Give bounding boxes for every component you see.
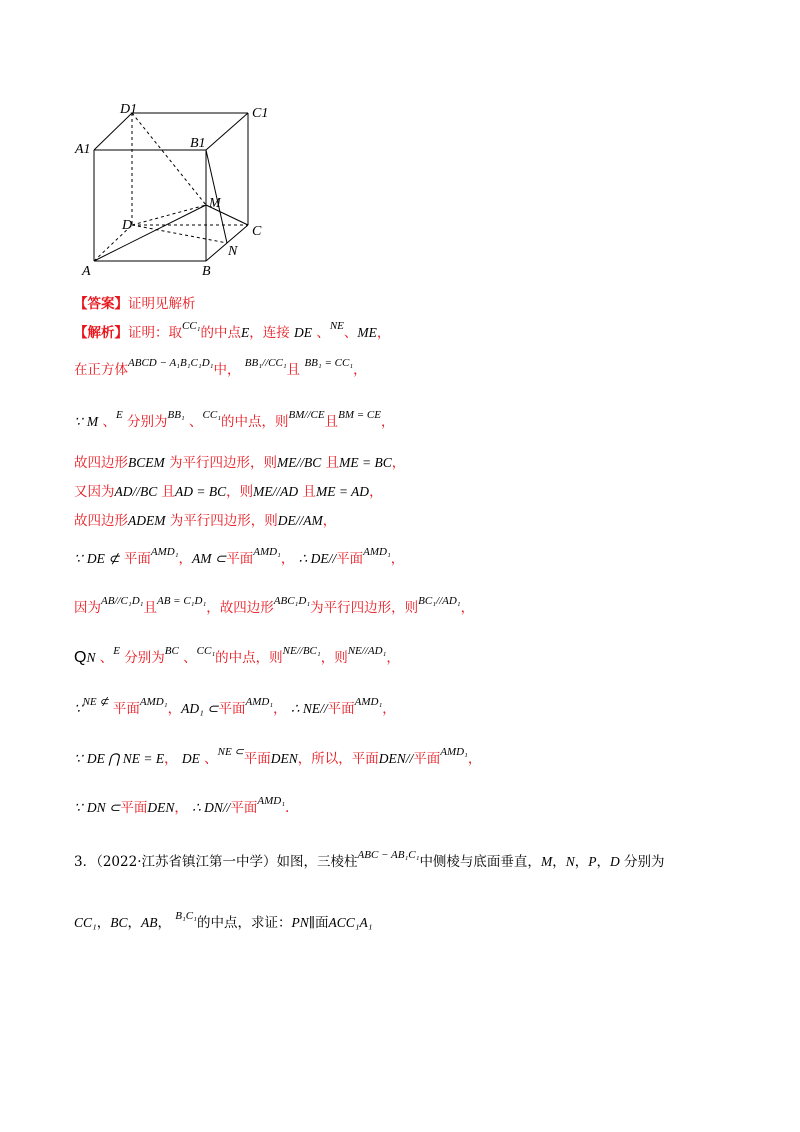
math: ME//AD — [253, 484, 299, 499]
text: 平面 — [336, 551, 364, 567]
answer-line — [74, 294, 196, 314]
math: BM//CE — [288, 409, 325, 421]
text: ， — [369, 484, 383, 500]
text: 且 — [325, 455, 340, 471]
text: ， — [380, 414, 395, 430]
text: 又因为 — [74, 484, 115, 500]
math: ME = BC — [339, 455, 392, 470]
segment-AM — [94, 205, 206, 261]
math: ∵ — [74, 701, 83, 716]
text: 、 — [183, 650, 197, 666]
analysis-line-8 — [74, 595, 475, 619]
math: ME//BC — [277, 455, 322, 470]
math: DE — [294, 325, 313, 340]
edge-B1C1 — [206, 113, 248, 150]
text: ， — [167, 701, 182, 717]
math: NE ⊄ — [82, 696, 109, 708]
label-D: D — [122, 218, 133, 233]
text: 、 — [189, 414, 203, 430]
math: NE — [329, 320, 344, 332]
math: CC₁ — [196, 645, 216, 657]
math: BC — [164, 645, 179, 657]
text: ， — [178, 551, 193, 567]
question-3-line-1 — [74, 849, 665, 873]
text: . — [285, 800, 290, 816]
analysis-line-6 — [74, 511, 336, 531]
math: BM = CE — [338, 409, 381, 421]
text: 平面 — [123, 551, 151, 567]
analysis-tag: 【解析】 — [74, 325, 128, 341]
text: ，故四边形 — [206, 600, 274, 616]
label-C1: C1 — [252, 106, 269, 121]
analysis-line-3 — [74, 409, 395, 433]
text: 平面 — [327, 701, 355, 717]
text: 、 — [99, 650, 114, 666]
text: ， — [322, 513, 337, 529]
text: 中， — [213, 362, 241, 378]
math: AMD₁ — [253, 546, 281, 558]
text: 为平行四边形，则 — [310, 600, 419, 616]
math: ME — [357, 325, 377, 340]
math: N — [565, 854, 575, 869]
math: NE//BC₁ — [282, 645, 321, 657]
text: 、 — [204, 751, 218, 767]
label-B1: B1 — [190, 136, 206, 151]
cube-figure — [70, 95, 280, 285]
text: ，则 — [226, 484, 254, 500]
text: 分别为 — [124, 650, 165, 666]
text: 分别为 — [624, 854, 665, 870]
text: ， — [96, 915, 111, 931]
math: AB = C₁D₁ — [156, 595, 207, 607]
math: NE//AD₁ — [347, 645, 387, 657]
math: ∴ DN// — [192, 800, 231, 815]
math: DEN// — [378, 751, 414, 766]
analysis-line-10 — [74, 696, 396, 720]
math: ∵ — [74, 800, 83, 815]
text: ， — [467, 751, 482, 767]
math: BB₁ = CC₁ — [304, 357, 354, 369]
math: CC₁ — [202, 409, 222, 421]
math: NE ⊂ — [217, 746, 244, 758]
math: AMD₁ — [245, 696, 274, 708]
math: DN ⊂ — [86, 800, 121, 815]
analysis-line-1 — [74, 320, 391, 344]
text: ， — [280, 551, 295, 567]
text: 且 — [143, 600, 157, 616]
text: 且 — [302, 484, 316, 500]
text: 的中点 — [200, 325, 241, 341]
analysis-line-5 — [74, 482, 383, 502]
text: ， — [460, 600, 475, 616]
math: AM ⊂ — [192, 551, 227, 566]
text: 的中点，则 — [221, 414, 289, 430]
text: 、 — [102, 414, 116, 430]
answer-text: 证明见解析 — [128, 296, 196, 312]
math: AMD₁ — [257, 795, 286, 807]
math: B₁C₁ — [175, 910, 197, 922]
math: ADEM — [128, 513, 166, 528]
text: ∥面 — [308, 915, 329, 931]
math: ∴ NE// — [290, 701, 328, 716]
math: DE ⊄ — [86, 551, 120, 566]
segment-D1M — [132, 113, 206, 205]
math: D — [609, 854, 620, 869]
label-C: C — [252, 224, 262, 239]
text: ， — [386, 650, 400, 666]
text: ， — [273, 701, 287, 717]
math: ∵ — [74, 551, 83, 566]
text: 的中点，求证： — [196, 915, 292, 931]
text: ， — [390, 551, 405, 567]
math: AMD₁ — [150, 546, 179, 558]
math: ABC₁D₁ — [273, 595, 311, 607]
math: BC₁//AD₁ — [418, 595, 461, 607]
text: ，所以，平面 — [297, 751, 379, 767]
math: ABCD − A₁B₁C₁D₁ — [128, 357, 214, 369]
segment-DM — [132, 205, 206, 225]
text: 3．（2022·江苏省镇江第一中学）如图，三棱柱 — [74, 854, 358, 870]
math: BB₁ — [167, 409, 185, 421]
math: E — [113, 645, 120, 657]
text: 平面 — [218, 701, 246, 717]
text: 且 — [286, 362, 301, 378]
text: ， — [157, 915, 171, 931]
math: CC₁ — [182, 320, 201, 332]
math: E — [241, 325, 250, 340]
math: BCEM — [128, 455, 165, 470]
text: 平面 — [226, 551, 254, 567]
math: E — [115, 409, 123, 421]
math: AD₁ ⊂ — [181, 701, 219, 716]
analysis-line-2 — [74, 357, 367, 381]
analysis-line-12 — [74, 795, 290, 819]
math: DEN — [270, 751, 298, 766]
analysis-line-4 — [74, 453, 405, 473]
text: 证明：取 — [128, 325, 182, 341]
math: ∴ DE// — [298, 551, 337, 566]
text: 为平行四边形，则 — [169, 513, 278, 529]
text: ， — [164, 751, 178, 767]
text: 为平行四边形，则 — [169, 455, 278, 471]
math: DEN — [147, 800, 175, 815]
text: 的中点，则 — [215, 650, 283, 666]
math: P — [588, 854, 597, 869]
text: 平面 — [120, 800, 148, 816]
text: 平面 — [413, 751, 441, 767]
text: 分别为 — [126, 414, 168, 430]
math: AD = BC — [175, 484, 227, 499]
label-A1: A1 — [75, 142, 91, 157]
edge-A1D1 — [94, 113, 132, 150]
math: AD//BC — [114, 484, 158, 499]
math: N — [86, 650, 96, 665]
text: ， — [596, 854, 610, 870]
math: AB — [140, 915, 158, 930]
math: BB₁//CC₁ — [244, 357, 287, 369]
math: ME = AD — [315, 484, 370, 499]
math: BC — [110, 915, 128, 930]
math: AMD₁ — [354, 696, 383, 708]
question-3-line-2 — [74, 910, 373, 934]
math: PN — [291, 915, 309, 930]
text: 、 — [316, 325, 330, 341]
math: ∵ — [74, 414, 83, 429]
math: M — [540, 854, 553, 869]
label-N: N — [228, 244, 238, 259]
text: 平面 — [112, 701, 140, 717]
math: M — [86, 414, 99, 429]
text: ， — [382, 701, 396, 717]
text: ，则 — [320, 650, 348, 666]
text: 平面 — [243, 751, 271, 767]
label-D1: D1 — [120, 102, 138, 117]
text: ，连接 — [249, 325, 290, 341]
text: 且 — [324, 414, 339, 430]
math: ∵ — [74, 751, 83, 766]
text: ， — [127, 915, 141, 931]
text: 故四边形 — [74, 455, 128, 471]
label-B: B — [202, 264, 211, 279]
math: AB//C₁D₁ — [101, 595, 144, 607]
text: ， — [574, 854, 589, 870]
math: DE//AM — [277, 513, 323, 528]
math: ABC − AB₁C₁ — [357, 849, 420, 861]
text: ， — [174, 800, 188, 816]
text: ， — [391, 455, 406, 471]
text: 、 — [343, 325, 358, 341]
analysis-line-11 — [74, 746, 482, 770]
math: CC₁ — [74, 915, 97, 930]
math: ACC₁A₁ — [328, 915, 373, 930]
text: 平面 — [230, 800, 258, 816]
text: ， — [552, 854, 566, 870]
math: AMD₁ — [139, 696, 168, 708]
text: 故四边形 — [74, 513, 128, 529]
text: 中侧棱与底面垂直， — [419, 854, 541, 870]
text: 在正方体 — [74, 362, 128, 378]
segment-DN — [132, 225, 227, 243]
text: 且 — [161, 484, 176, 500]
math: Q — [74, 649, 87, 666]
analysis-line-9 — [74, 645, 400, 669]
math: DE ⋂ NE = E — [86, 751, 165, 766]
answer-tag: 【答案】 — [74, 296, 128, 312]
math: DE — [181, 751, 200, 766]
label-M: M — [209, 196, 221, 211]
text: 因为 — [74, 600, 101, 616]
text: ， — [376, 325, 391, 341]
math: AMD₁ — [363, 546, 391, 558]
label-A: A — [82, 264, 91, 279]
analysis-line-7 — [74, 546, 405, 570]
math: AMD₁ — [440, 746, 468, 758]
text: ， — [353, 362, 367, 378]
